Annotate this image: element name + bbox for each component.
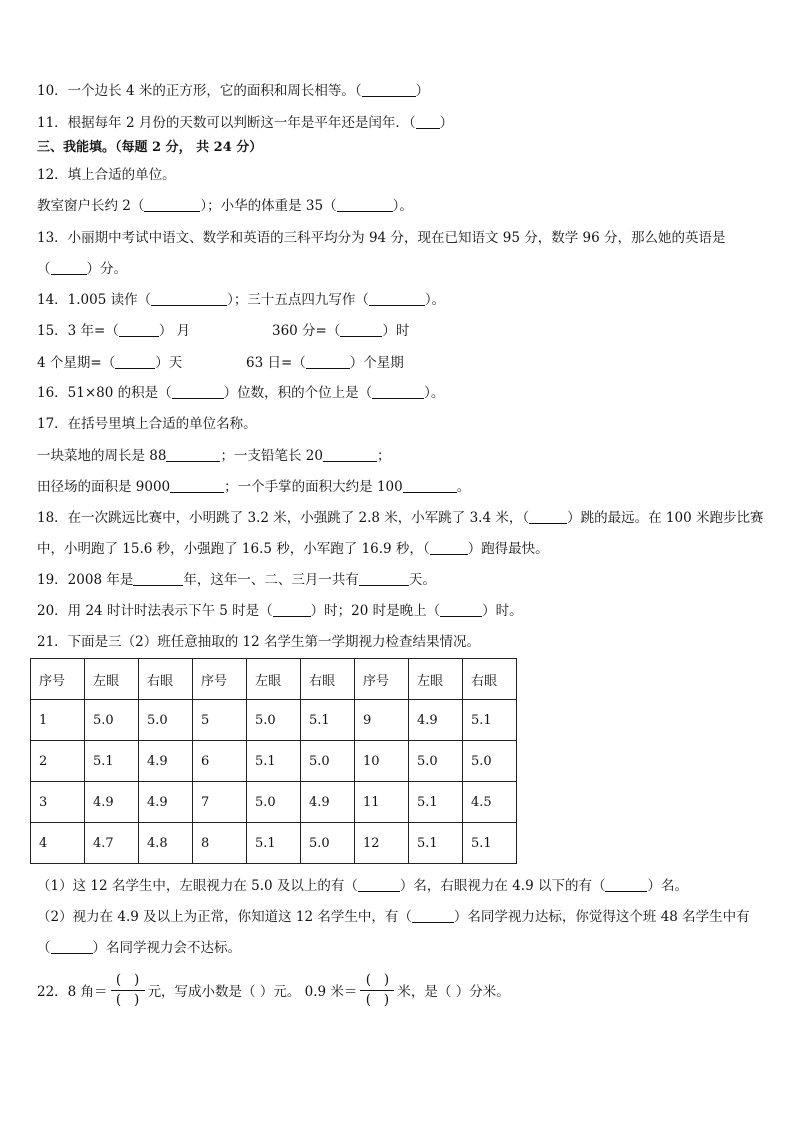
table-cell: 5.0 bbox=[247, 782, 301, 823]
answer-blank[interactable] bbox=[440, 602, 482, 617]
table-cell: 5.1 bbox=[301, 700, 355, 741]
table-cell: 3 bbox=[31, 782, 85, 823]
table-cell: 5.1 bbox=[85, 741, 139, 782]
table-cell: 1 bbox=[31, 700, 85, 741]
question-17-b: 田径场的面积是 9000 ；一个手掌的面积大约是 100 。 bbox=[37, 479, 471, 495]
question-14: 14．1.005 读作（ ）；三十五点四九写作（ ）。 bbox=[37, 292, 446, 308]
table-cell: 4.9 bbox=[301, 782, 355, 823]
answer-blank[interactable] bbox=[362, 82, 416, 97]
table-cell: 5.0 bbox=[301, 823, 355, 864]
table-cell: 5.1 bbox=[247, 823, 301, 864]
answer-blank[interactable] bbox=[605, 877, 647, 892]
answer-blank[interactable] bbox=[306, 354, 350, 369]
question-12-items: 教室窗户长约 2（ ）；小华的体重是 35（ ）。 bbox=[37, 198, 413, 214]
answer-blank[interactable] bbox=[115, 354, 155, 369]
answer-blank[interactable] bbox=[337, 197, 393, 212]
question-17: 17．在括号里填上合适的单位名称。 bbox=[37, 416, 257, 432]
fraction-blank[interactable]: $\frac{( )}{( )}$ bbox=[111, 971, 145, 1010]
table-header-cell: 序号 bbox=[31, 659, 85, 700]
table-cell: 6 bbox=[193, 741, 247, 782]
table-header-cell: 左眼 bbox=[85, 659, 139, 700]
question-16: 16．51×80 的积是（ ）位数，积的个位上是（ ）。 bbox=[37, 385, 445, 401]
table-cell: 9 bbox=[355, 700, 409, 741]
table-header-cell: 左眼 bbox=[247, 659, 301, 700]
table-cell: 5.0 bbox=[85, 700, 139, 741]
table-header-row bbox=[31, 659, 517, 700]
table-header-cell: 右眼 bbox=[301, 659, 355, 700]
question-18: 18．在一次跳远比赛中，小明跳了 3.2 米，小强跳了 2.8 米，小军跳了 3.4 米，（ ）跳的最远。在 100 米跑步比赛 bbox=[37, 510, 764, 526]
table-header-cell: 右眼 bbox=[463, 659, 517, 700]
answer-blank[interactable] bbox=[416, 114, 440, 129]
answer-blank[interactable] bbox=[372, 384, 424, 399]
answer-blank[interactable] bbox=[359, 571, 409, 586]
question-11: 11．根据每年 2 月份的天数可以判断这一年是平年还是闰年．（ ） bbox=[37, 115, 454, 131]
answer-blank[interactable] bbox=[144, 197, 200, 212]
table-cell: 4.8 bbox=[139, 823, 193, 864]
table-cell: 11 bbox=[355, 782, 409, 823]
table-cell: 5.0 bbox=[409, 741, 463, 782]
answer-blank[interactable] bbox=[340, 322, 382, 337]
question-15-c: 4 个星期=（ ）天 bbox=[37, 355, 183, 371]
table-cell: 2 bbox=[31, 741, 85, 782]
question-21: 21．下面是三（2）班任意抽取的 12 名学生第一学期视力检查结果情况。 bbox=[37, 634, 481, 650]
answer-blank[interactable] bbox=[172, 384, 224, 399]
table-row bbox=[31, 823, 517, 864]
question-17-a: 一块菜地的周长是 88 ；一支铅笔长 20 ； bbox=[37, 448, 391, 464]
table-cell: 5.0 bbox=[301, 741, 355, 782]
table-cell: 4 bbox=[31, 823, 85, 864]
table-cell: 10 bbox=[355, 741, 409, 782]
question-20: 20．用 24 时计时法表示下午 5 时是（ ）时；20 时是晚上（ ）时。 bbox=[37, 603, 523, 619]
answer-blank[interactable] bbox=[151, 291, 227, 306]
table-cell: 5.1 bbox=[409, 823, 463, 864]
question-21-part-2: （2）视力在 4.9 及以上为正常，你知道这 12 名学生中，有（ ）名同学视力达标，你觉得这个班 48 名学生中有 bbox=[37, 909, 750, 925]
table-cell: 4.9 bbox=[85, 782, 139, 823]
question-22: 22．8 角＝ $\frac{( )}{( )}$ 元，写成小数是（ ）元。 0.9 米＝ $\frac{( )}{( )}$ 米，是（ ）分米。 bbox=[37, 972, 510, 1008]
question-21-part-2-line2: （ ）名同学视力会不达标。 bbox=[37, 940, 241, 956]
table-cell: 4.9 bbox=[409, 700, 463, 741]
answer-blank[interactable] bbox=[412, 908, 454, 923]
question-10: 10．一个边长 4 米的正方形，它的面积和周长相等。（ ） bbox=[37, 83, 430, 99]
table-cell: 4.9 bbox=[139, 741, 193, 782]
table-cell: 5.1 bbox=[409, 782, 463, 823]
question-13-line2: （ ）分。 bbox=[37, 261, 127, 277]
question-21-part-1: （1）这 12 名学生中，左眼视力在 5.0 及以上的有（ ）名，右眼视力在 4.9 以下的有（ ）名。 bbox=[37, 878, 688, 894]
question-15-d: 63 日=（ ）个星期 bbox=[246, 355, 404, 371]
table-cell: 5.1 bbox=[463, 823, 517, 864]
answer-blank[interactable] bbox=[529, 509, 567, 524]
answer-blank[interactable] bbox=[166, 447, 220, 462]
table-cell: 5.1 bbox=[247, 741, 301, 782]
answer-blank[interactable] bbox=[403, 478, 457, 493]
table-header-cell: 序号 bbox=[355, 659, 409, 700]
question-19: 19．2008 年是 年，这年一、二、三月一共有 天。 bbox=[37, 572, 436, 588]
answer-blank[interactable] bbox=[430, 540, 468, 555]
table-cell: 4.5 bbox=[463, 782, 517, 823]
answer-blank[interactable] bbox=[133, 571, 183, 586]
question-13: 13．小丽期中考试中语文、数学和英语的三科平均分为 94 分，现在已知语文 95 分，数学 96 分，那么她的英语是 bbox=[37, 230, 726, 246]
table-cell: 12 bbox=[355, 823, 409, 864]
table-header-cell: 左眼 bbox=[409, 659, 463, 700]
table-cell: 4.7 bbox=[85, 823, 139, 864]
table-cell: 5.0 bbox=[247, 700, 301, 741]
vision-table bbox=[30, 658, 517, 864]
answer-blank[interactable] bbox=[323, 447, 377, 462]
table-cell: 5.0 bbox=[139, 700, 193, 741]
section-heading: 三、我能填。（每题 2 分， 共 24 分） bbox=[37, 140, 263, 155]
table-row bbox=[31, 741, 517, 782]
table-header-cell: 序号 bbox=[193, 659, 247, 700]
question-18-line2: 中，小明跑了 15.6 秒，小强跑了 16.5 秒，小军跑了 16.9 秒，（ ）跑得最快。 bbox=[37, 541, 549, 557]
answer-blank[interactable] bbox=[358, 877, 400, 892]
answer-blank[interactable] bbox=[273, 602, 311, 617]
table-cell: 5.1 bbox=[463, 700, 517, 741]
answer-blank[interactable] bbox=[51, 939, 93, 954]
fraction-blank[interactable]: $\frac{( )}{( )}$ bbox=[360, 971, 394, 1010]
table-header-cell: 右眼 bbox=[139, 659, 193, 700]
table-cell: 7 bbox=[193, 782, 247, 823]
question-15: 15．3 年=（ ） 月 bbox=[37, 323, 191, 339]
table-cell: 8 bbox=[193, 823, 247, 864]
table-cell: 4.9 bbox=[139, 782, 193, 823]
question-12: 12．填上合适的单位。 bbox=[37, 167, 176, 183]
answer-blank[interactable] bbox=[369, 291, 425, 306]
answer-blank[interactable] bbox=[51, 260, 87, 275]
table-row bbox=[31, 700, 517, 741]
table-cell: 5 bbox=[193, 700, 247, 741]
answer-blank[interactable] bbox=[170, 478, 224, 493]
table-row bbox=[31, 782, 517, 823]
table-cell: 5.0 bbox=[463, 741, 517, 782]
answer-blank[interactable] bbox=[119, 322, 159, 337]
question-15-b: 360 分=（ ）时 bbox=[272, 323, 410, 339]
